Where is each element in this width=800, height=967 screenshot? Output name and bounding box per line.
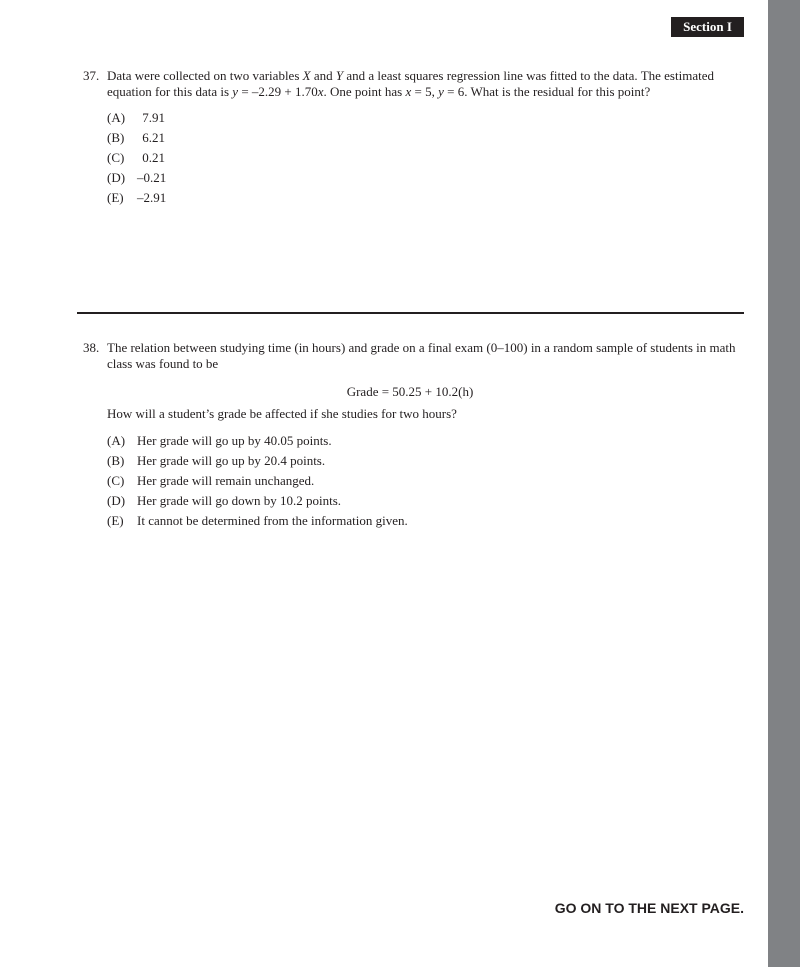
question-number: 38.: [83, 340, 100, 355]
option-c[interactable]: [107, 150, 165, 170]
question-divider: [77, 312, 744, 314]
section-badge: Section I: [671, 17, 744, 37]
text-segment: = 6. What is the residual for this point?: [443, 84, 651, 99]
option-text: –0.21: [137, 170, 167, 185]
option-a[interactable]: [107, 110, 165, 130]
option-text: Her grade will remain unchanged.: [137, 473, 315, 488]
question-38: [83, 340, 748, 372]
text-segment: and a least squares regression line was fitted to the data. The estimated equation for this data is: [107, 68, 714, 99]
next-page-notice: GO ON TO THE NEXT PAGE.: [554, 900, 744, 916]
option-text: Her grade will go down by 10.2 points.: [137, 493, 342, 508]
option-text: Her grade will go up by 20.4 points.: [137, 453, 326, 468]
option-b[interactable]: [107, 130, 165, 150]
question-37: [83, 68, 748, 100]
option-letter: (D): [107, 170, 126, 185]
question-prompt: How will a student’s grade be affected if she studies for two hours?: [107, 406, 457, 421]
text-segment: . One point has: [323, 84, 406, 99]
option-text: 0.21: [142, 150, 165, 165]
text-segment: Data were collected on two variables: [107, 68, 303, 83]
option-letter: (B): [107, 453, 125, 468]
options-37: [107, 110, 165, 210]
variable: x: [405, 84, 412, 99]
variable: x: [317, 84, 324, 99]
text-segment: = –2.29 + 1.70: [238, 84, 318, 99]
question-number: 37.: [83, 68, 100, 83]
option-d[interactable]: [107, 170, 165, 190]
regression-equation: Grade = 50.25 + 10.2(h): [346, 384, 474, 399]
option-e[interactable]: [107, 513, 408, 533]
text-segment: = 5,: [411, 84, 439, 99]
option-letter: (E): [107, 190, 124, 205]
option-letter: (A): [107, 110, 126, 125]
question-text: The relation between studying time (in hours) and grade on a final exam (0–100) in a random sample of students in math class was found to be: [107, 340, 736, 371]
variable: y: [438, 84, 444, 99]
option-letter: (A): [107, 433, 126, 448]
page-edge-bar: [768, 0, 800, 967]
option-text: 6.21: [142, 130, 165, 145]
question-text: [107, 68, 748, 100]
text-segment: and: [310, 68, 336, 83]
option-text: Her grade will go up by 40.05 points.: [137, 433, 332, 448]
option-letter: (B): [107, 130, 125, 145]
option-a[interactable]: [107, 433, 408, 453]
option-letter: (D): [107, 493, 126, 508]
option-letter: (C): [107, 150, 125, 165]
option-e[interactable]: [107, 190, 165, 210]
variable: Y: [335, 68, 344, 83]
option-b[interactable]: [107, 453, 408, 473]
option-text: 7.91: [142, 110, 165, 125]
variable: y: [232, 84, 239, 99]
option-text: –2.91: [137, 190, 167, 205]
option-d[interactable]: [107, 493, 408, 513]
option-text: It cannot be determined from the information given.: [137, 513, 408, 528]
variable: X: [302, 68, 311, 83]
option-letter: (E): [107, 513, 124, 528]
option-c[interactable]: [107, 473, 408, 493]
options-38: [107, 433, 408, 533]
option-letter: (C): [107, 473, 125, 488]
